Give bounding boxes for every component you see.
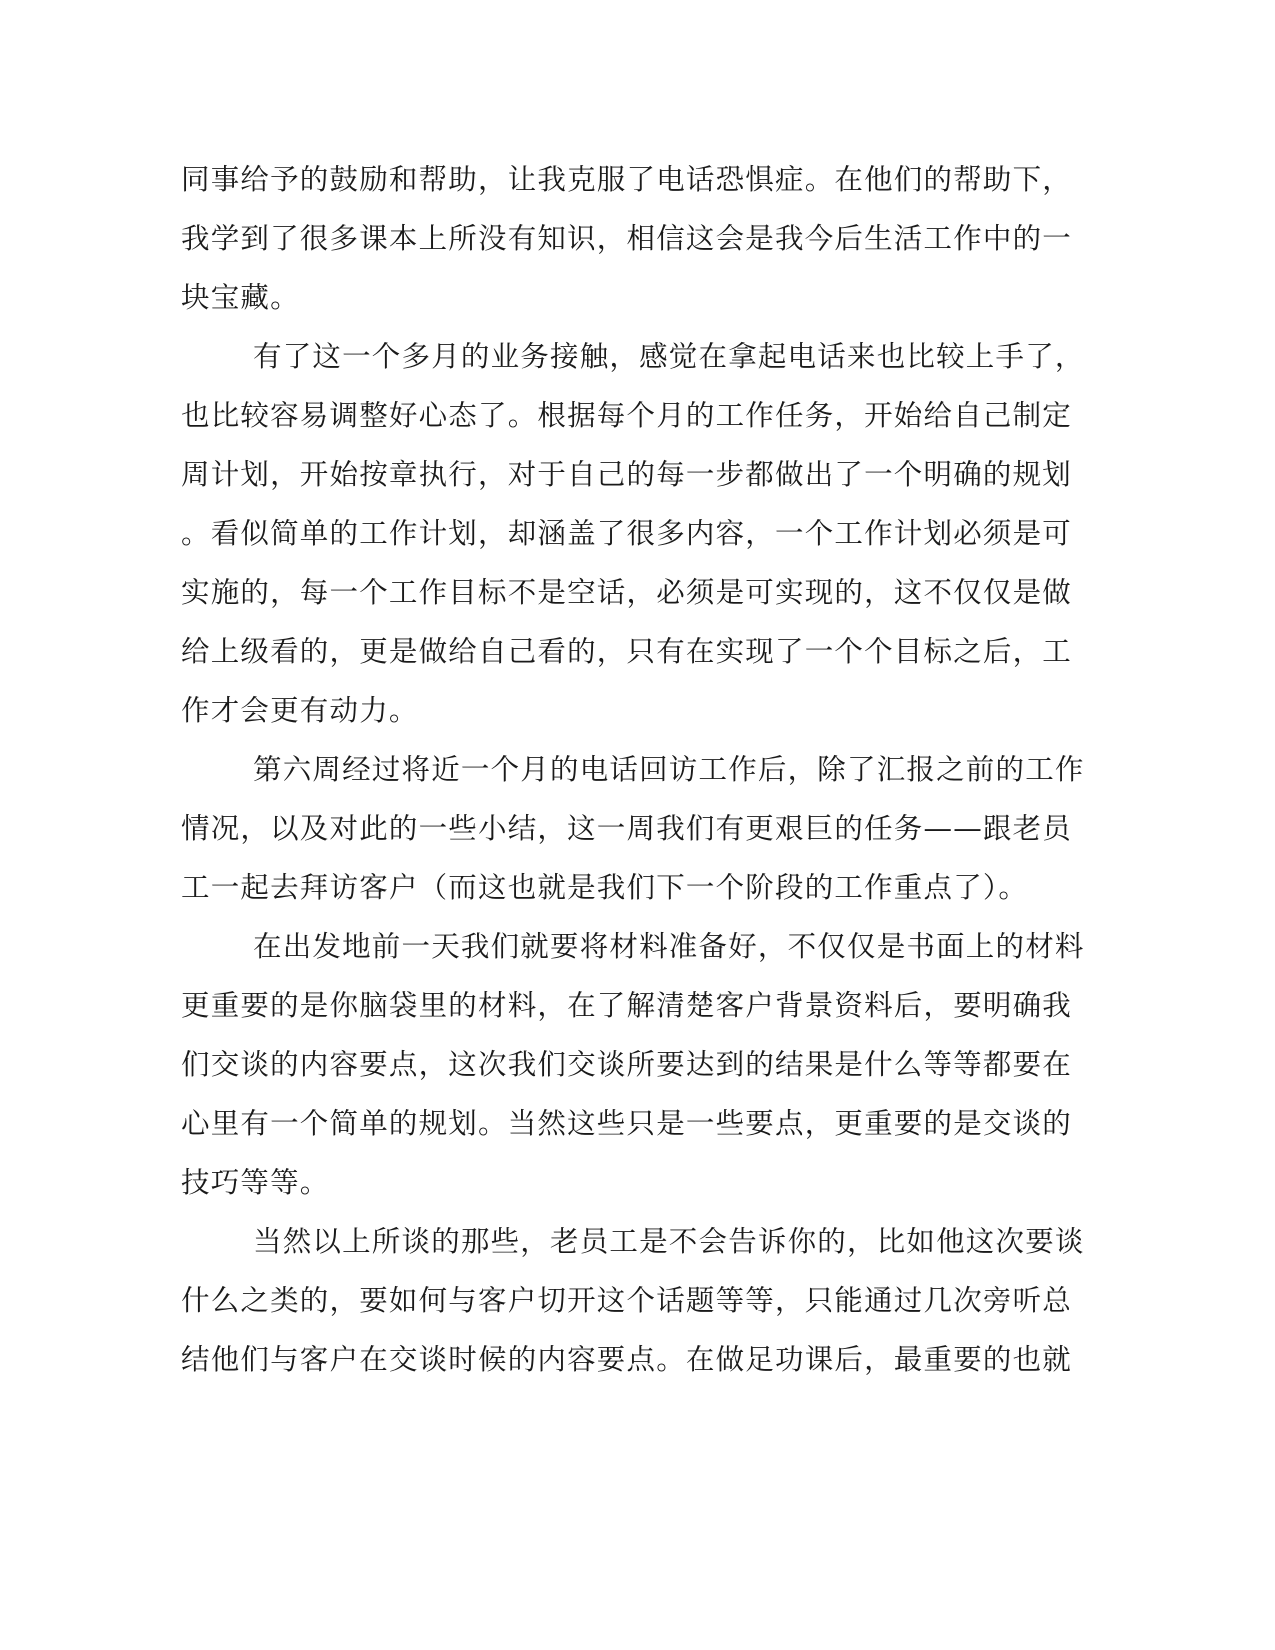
text-line: 。看似简单的工作计划，却涵盖了很多内容，一个工作计划必须是可 bbox=[181, 517, 1073, 550]
text-line: 块宝藏。 bbox=[181, 281, 300, 314]
paragraph-first-line: 第六周经过将近一个月的电话回访工作后，除了汇报之前的工作 bbox=[253, 753, 1085, 786]
text-line: 更重要的是你脑袋里的材料，在了解清楚客户背景资料后，要明确我 bbox=[181, 989, 1073, 1022]
text-line: 们交谈的内容要点，这次我们交谈所要达到的结果是什么等等都要在 bbox=[181, 1048, 1073, 1081]
paragraph-first-line: 有了这一个多月的业务接触，感觉在拿起电话来也比较上手了， bbox=[253, 340, 1085, 373]
paragraph-first-line: 在出发地前一天我们就要将材料准备好，不仅仅是书面上的材料 bbox=[253, 930, 1085, 963]
text-line: 情况，以及对此的一些小结，这一周我们有更艰巨的任务——跟老员 bbox=[181, 812, 1073, 845]
text-line: 工一起去拜访客户（而这也就是我们下一个阶段的工作重点了）。 bbox=[181, 871, 1029, 904]
text-line: 也比较容易调整好心态了。根据每个月的工作任务，开始给自己制定 bbox=[181, 399, 1073, 432]
text-line: 心里有一个简单的规划。当然这些只是一些要点，更重要的是交谈的 bbox=[181, 1107, 1073, 1140]
text-line: 周计划，开始按章执行，对于自己的每一步都做出了一个明确的规划 bbox=[181, 458, 1073, 491]
text-line: 我学到了很多课本上所没有知识，相信这会是我今后生活工作中的一 bbox=[181, 222, 1073, 255]
text-line: 作才会更有动力。 bbox=[181, 694, 419, 727]
text-line: 结他们与客户在交谈时候的内容要点。在做足功课后，最重要的也就 bbox=[181, 1343, 1073, 1376]
text-line: 实施的，每一个工作目标不是空话，必须是可实现的，这不仅仅是做 bbox=[181, 576, 1073, 609]
paragraph-first-line: 当然以上所谈的那些，老员工是不会告诉你的，比如他这次要谈 bbox=[253, 1225, 1085, 1258]
text-line: 什么之类的，要如何与客户切开这个话题等等，只能通过几次旁听总 bbox=[181, 1284, 1073, 1317]
text-line: 技巧等等。 bbox=[181, 1166, 330, 1199]
text-line: 同事给予的鼓励和帮助，让我克服了电话恐惧症。在他们的帮助下， bbox=[181, 163, 1073, 196]
text-line: 给上级看的，更是做给自己看的，只有在实现了一个个目标之后，工 bbox=[181, 635, 1073, 668]
